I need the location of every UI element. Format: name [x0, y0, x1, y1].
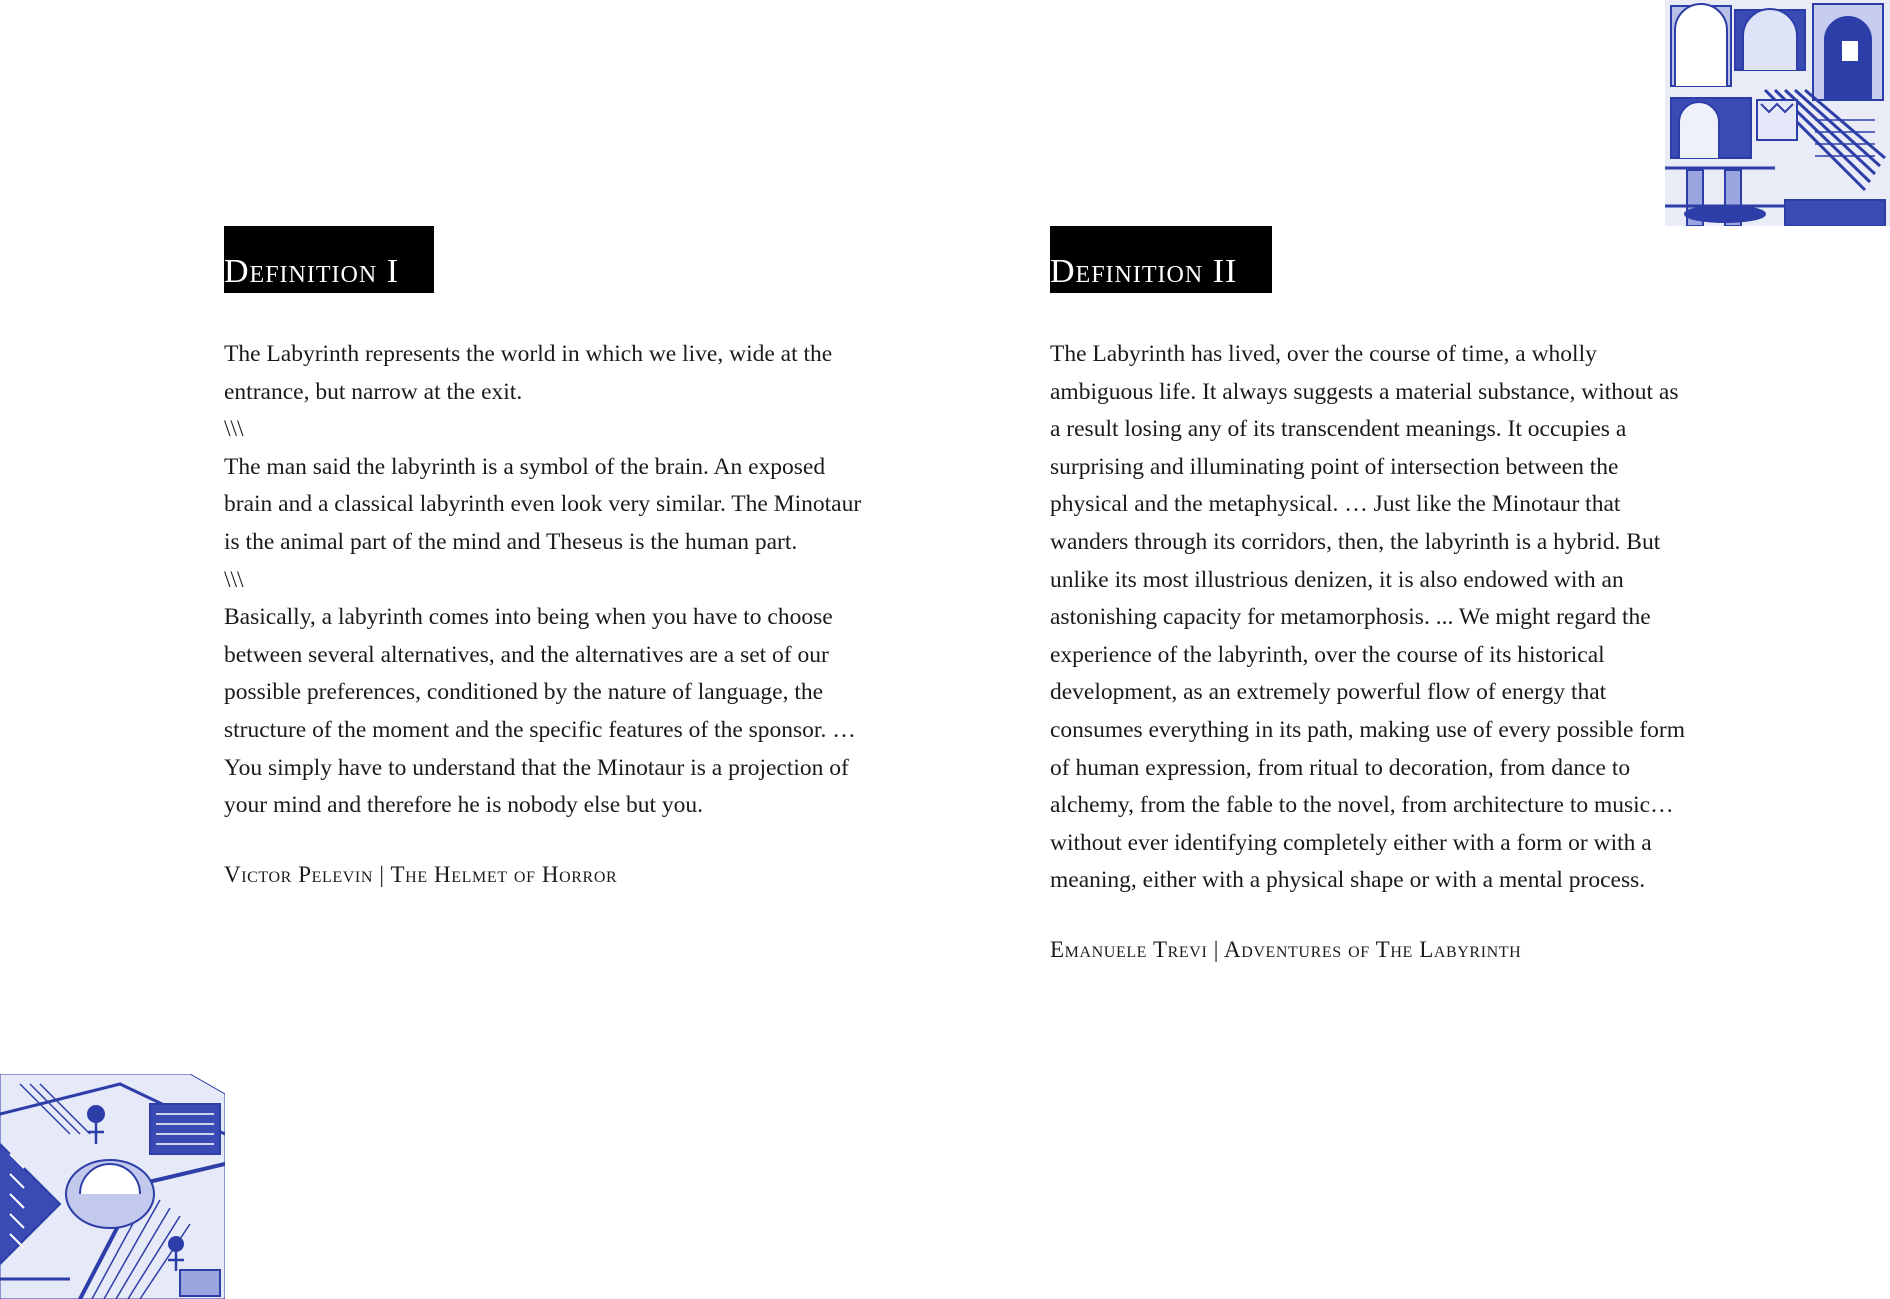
definition-1-heading-text: Definition I	[224, 253, 400, 290]
section-separator: \\\	[224, 566, 244, 593]
definition-2	[1050, 226, 1690, 963]
engraving-top-right	[1665, 0, 1890, 226]
definition-1-attribution: Victor Pelevin | The Helmet of Horror	[224, 861, 618, 887]
stairs-engraving-icon	[0, 1074, 225, 1299]
definition-1-heading	[224, 226, 434, 293]
definition-2-attribution: Emanuele Trevi | Adventures of The Labyrinth	[1050, 936, 1522, 962]
definition-1-paragraph: Basically, a labyrinth comes into being when you have to choose between several alternatives, and the alternatives are a set of our possible preferences, conditioned by the nature of language, the structure of the moment and the specific features of the sponsor. … You simply have to understand that the Minotaur is a projection of your mind and therefore he is nobody else but you.	[224, 604, 856, 819]
definition-1-body	[224, 336, 864, 825]
definition-1-paragraph: The man said the labyrinth is a symbol of the brain. An exposed brain and a classical labyrinth even look very similar. The Minotaur is the animal part of the mind and Theseus is the human part.	[224, 453, 862, 555]
definition-2-paragraph: The Labyrinth has lived, over the course of time, a wholly ambiguous life. It always suggests a material substance, without as a result losing any of its transcendent meanings. It occupies a surprising and illuminating point of intersection between the physical and the metaphysical. … Just like the Minotaur that wanders through its corridors, then, the labyrinth is a hybrid. But unlike its most illustrious denizen, it is also endowed with an astonishing capacity for metamorphosis. ... We might regard the experience of the labyrinth, over the course of its historical development, as an extremely powerful flow of energy that consumes everything in its path, making use of every possible form of human expression, from ritual to decoration, from dance to alchemy, from the fable to the novel, from architecture to music… without ever identifying completely either with a form or with a meaning, either with a physical shape or with a mental process.	[1050, 341, 1686, 894]
definition-2-heading-text: Definition II	[1050, 253, 1238, 290]
section-separator: \\\	[224, 416, 244, 443]
definition-2-body	[1050, 336, 1690, 900]
definition-2-heading	[1050, 226, 1272, 293]
engraving-bottom-left	[0, 1074, 225, 1299]
definition-1-paragraph: The Labyrinth represents the world in which we live, wide at the entrance, but narrow at the exit.	[224, 341, 833, 405]
definition-1	[224, 226, 864, 888]
architecture-engraving-icon	[1665, 0, 1890, 226]
